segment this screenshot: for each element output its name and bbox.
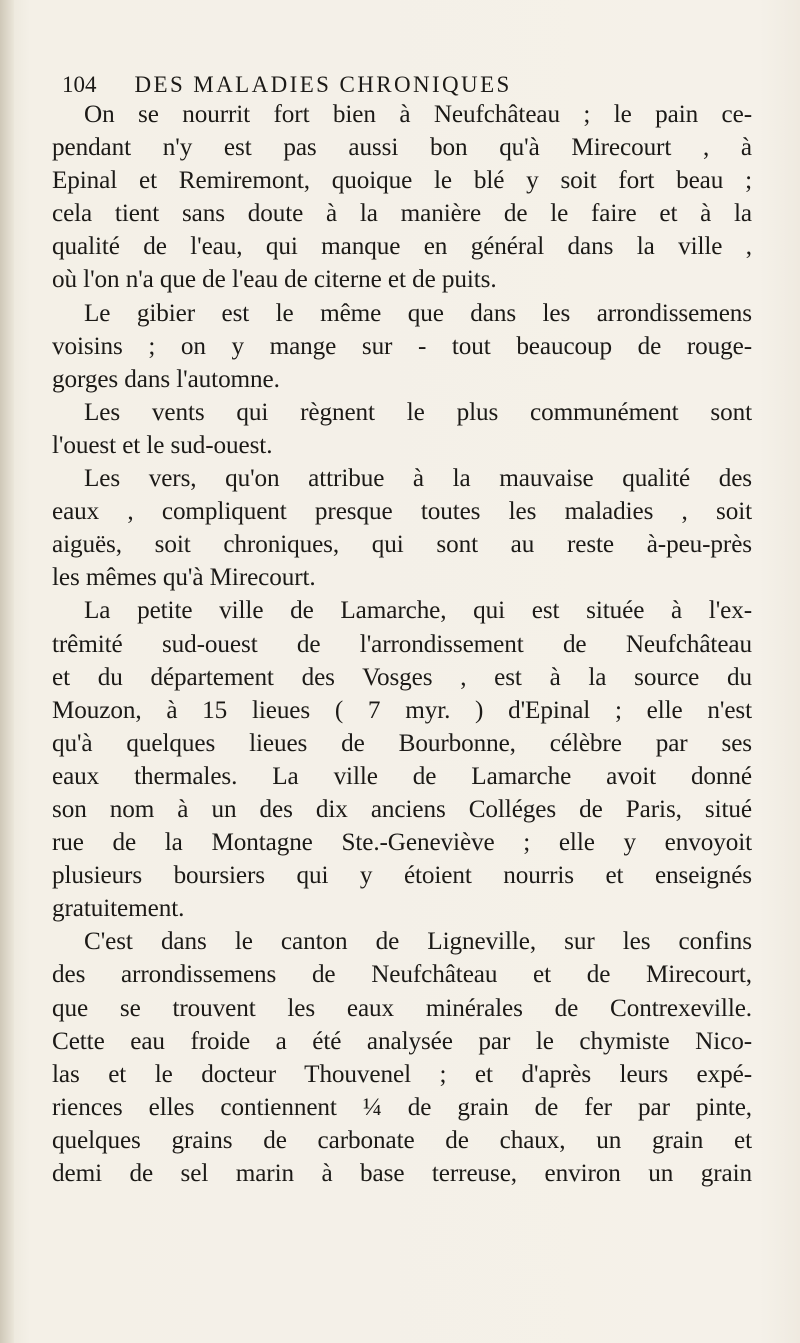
body-text [52,98,752,1190]
text-line: des arrondissemens de Neufchâteau et de Mirecourt, [52,961,752,989]
text-line: les mêmes qu'à Mirecourt. [52,564,316,592]
text-line: On se nourrit fort bien à Neufchâteau ; le pain ce- [84,101,752,128]
page-binding-shadow [0,0,14,1343]
text-line: plusieurs boursiers qui y étoient nourris et enseignés [52,862,752,890]
text-line: trêmité sud-ouest de l'arrondissement de Neufchâteau [52,630,752,658]
text-line: l'ouest et le sud-ouest. [52,431,273,459]
text-line: pendant n'y est pas aussi bon qu'à Mirecourt , à [52,134,752,162]
text-line: où l'on n'a que de l'eau de citerne et de puits. [52,266,497,294]
text-line: gorges dans l'automne. [52,365,280,393]
text-line: qualité de l'eau, qui manque en général dans la ville , [52,233,752,261]
text-line: quelques grains de carbonate de chaux, un grain et [52,1126,752,1154]
text-line: Les vents qui règnent le plus communément sont [84,398,752,426]
text-line: eaux thermales. La ville de Lamarche avoit donné [52,762,752,790]
text-line: et du département des Vosges , est à la source du [52,663,752,691]
text-line: rue de la Montagne Ste.-Geneviève ; elle y envoyoit [52,829,752,857]
text-line: Mouzon, à 15 lieues ( 7 myr. ) d'Epinal ; elle n'est [52,696,752,724]
text-line: Cette eau froide a été analysée par le chymiste Nico- [52,1027,752,1055]
page-header [62,72,762,98]
text-line: cela tient sans doute à la manière de le faire et à la [52,200,752,228]
text-line: qu'à quelques lieues de Bourbonne, célèbre par ses [52,729,752,757]
text-line: Epinal et Remiremont, quoique le blé y soit fort beau ; [52,167,752,195]
text-line: gratuitement. [52,895,185,923]
page-number: 104 [62,72,97,97]
text-line: voisins ; on y mange sur - tout beaucoup de rouge- [52,332,752,360]
running-head: DES MALADIES CHRONIQUES [134,72,512,97]
text-line: riences elles contiennent ¼ de grain de fer par pinte, [52,1093,752,1121]
text-line: son nom à un des dix anciens Colléges de Paris, situé [52,795,752,823]
text-line: que se trouvent les eaux minérales de Contrexeville. [52,994,752,1022]
text-line: las et le docteur Thouvenel ; et d'après leurs expé- [52,1060,752,1088]
text-line: eaux , compliquent presque toutes les maladies , soit [52,498,752,526]
text-line: Le gibier est le même que dans les arrondissemens [84,299,752,327]
text-line: C'est dans le canton de Ligneville, sur les confins [84,928,752,956]
text-line: demi de sel marin à base terreuse, environ un grain [52,1160,752,1187]
text-line: La petite ville de Lamarche, qui est située à l'ex- [84,597,752,625]
text-line: Les vers, qu'on attribue à la mauvaise qualité des [84,465,752,493]
text-line: aiguës, soit chroniques, qui sont au reste à-peu-près [52,531,752,559]
